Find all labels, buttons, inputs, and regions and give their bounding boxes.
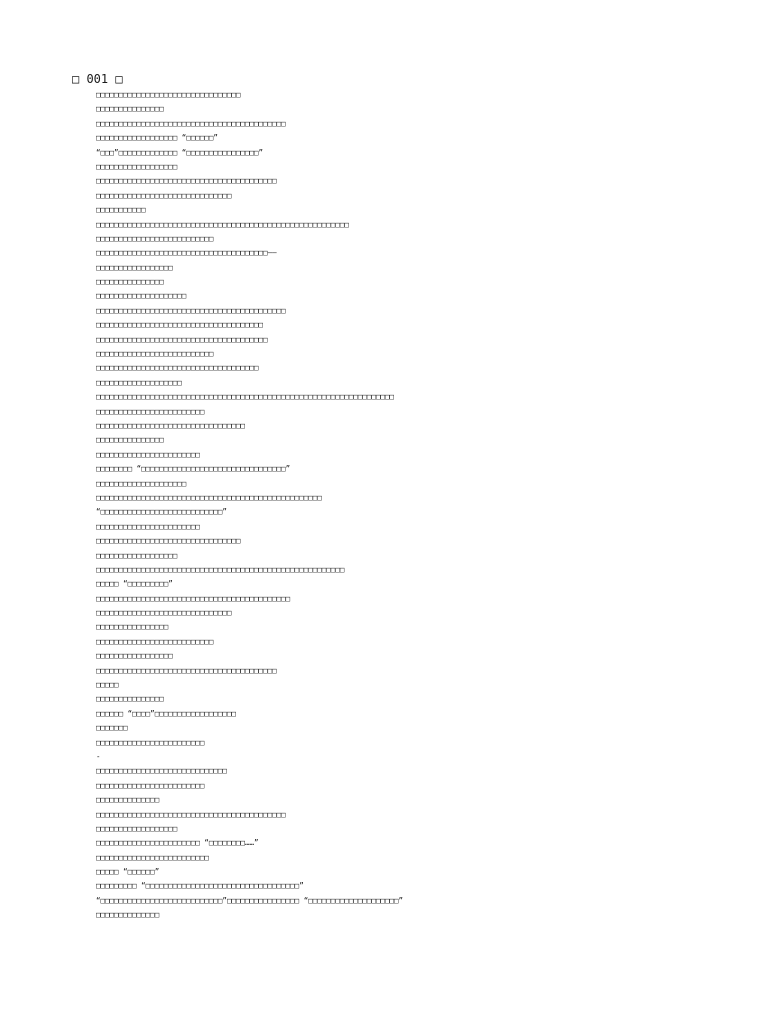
text-line: □□□□□□□□□□□□□□□□□□□□ (96, 291, 187, 301)
text-line: □□□□□□□□□□□□□□□□□□□□□□□□□□□□□□□□□□□□□□□□□□□□□□□□□□□□□□□□□□□□□□□□□□ (96, 392, 395, 402)
text-line: □□□□□□□□□□□□□□□ (96, 104, 164, 114)
text-line: □□□□□□□□□□□□□□□□□□□□□□□□□□ (96, 233, 214, 243)
text-line: □□□□□□□□□□□□□□□□□□□□□□□□□□□□□□□□□□□□□□□□□□□□□□□□□□ (96, 492, 322, 502)
text-line: □□□□□□□□□□□□□□□□ (96, 622, 169, 632)
text-line: □□□□□□□□□□□□□□□□□ (96, 262, 173, 272)
text-line: □□□□□□□□□ “□□□□□□□□□□□□□□□□□□□□□□□□□□□□□□□□□□” (96, 881, 304, 891)
text-line: □□□□□□□□□□□□□□□□□□□□□□□□□□□□□□□□□□□□□□ (96, 334, 268, 344)
text-line: □□□□□□□□□□□□□□□□□□□□□□□□□□□□□□□□□□□□□□—— (96, 248, 277, 258)
text-line: □□□□□□□□□□□□□□□□□□ (96, 823, 178, 833)
text-line: □□□□□□□□□□□□□□□□□□□□□□□□□□□□□ (96, 766, 227, 776)
text-line: □□□□□□□□□□□□□□□□□□□□□□□□□□□□□□□□□□□□□□□□□□ (96, 809, 286, 819)
text-line: □□□□□□□□□□□□□□□□□□□□□□□ “□□□□□□□□……” (96, 838, 259, 848)
text-line: “□□□□□□□□□□□□□□□□□□□□□□□□□□□”□□□□□□□□□□□□□□□□ “□□□□□□□□□□□□□□□□□□□□” (96, 895, 404, 905)
text-line: □□□□□□□□□□□□□□□□□ (96, 651, 173, 661)
text-line: □□□□□□□□□□□□□□□□□□□□□□□ (96, 449, 200, 459)
text-line: □□□□□□ “□□□□”□□□□□□□□□□□□□□□□□□ (96, 708, 236, 718)
text-line: □□□□□□□□□□□□□□□□□□□□□□□□□□□□□□□□□ (96, 420, 246, 430)
text-line: □□□□□□□□□□□□□□□□□□ (96, 161, 178, 171)
text-line: □□□□□□□□□□□□□□□□□□□□□□□ (96, 521, 200, 531)
text-line: □□□□□□□□□□□□□□□ (96, 435, 164, 445)
text-line: □□□□□□□□□□□□□□□□□□□□□□□□□□□□□□□□□□□□□□□□□□ (96, 305, 286, 315)
body-text (96, 88, 736, 923)
text-line: □□□□□□□□□□□□□□□□□□□□□□□□□□ (96, 636, 214, 646)
chapter-heading: □ 001 □ (72, 72, 123, 86)
text-line: □□□□□□□□□□□ (96, 205, 146, 215)
text-line: □□□□□ “□□□□□□□□□” (96, 579, 173, 589)
text-line: “□□□”□□□□□□□□□□□□□ “□□□□□□□□□□□□□□□□” (96, 147, 264, 157)
text-line: □□□□□□□□□□□□□□□□□□□□□□□□ (96, 406, 205, 416)
text-line: □□□□□□□□□□□□□□□□□□□ (96, 377, 182, 387)
text-line: □□□□□□□□□□□□□□□□□□□□□□□□□□□□□□□□□□□□□□□□□□□□□□□□□□□□□□□ (96, 564, 345, 574)
text-line: □□□□□□□□□□□□□□□□□□□□□□□□ (96, 737, 205, 747)
text-line: □□□□□□□□□□□□□□□ (96, 277, 164, 287)
text-line: □□□□□□□□□□□□□□□□□□□□□□□□□□□□□□□□ (96, 90, 241, 99)
text-line: □□□□□□□□□□□□□□□□□□□□□□□□□□□□□□□□□□□□□ (96, 320, 264, 330)
text-line: □□□□□□□□□□□□□□□□□□□□□□□□□□□□□□□□□□□□ (96, 363, 259, 373)
text-line: □□□□□□□□□□□□□□□□□□ (96, 550, 178, 560)
text-line: □□□□□□□□□□□□□□□□□□□□□□□□□□ (96, 349, 214, 359)
text-line: □□□□□□□□□□□□□□ (96, 795, 160, 805)
text-line: □□□□□ (96, 680, 119, 690)
text-line: □□□□□□□□□□□□□□□□□□□□ (96, 478, 187, 488)
text-line: □□□□□□□□□□□□□□□□□□□□□□□□□□□□□□□□□□□□□□□□□□□□□□□□□□□□□□□□ (96, 219, 349, 229)
text-line: □□□□□□□□□□□□□□□□□□□□□□□□□□□□□□□□□□□□□□□□ (96, 665, 277, 675)
text-line: □□□□□□□□□□□□□□□□□□□□□□□□□□□□□□□□□□□□□□□□ (96, 176, 277, 186)
text-line: □□□□□□□□□□□□□□□□□□□□□□□□□□□□□□□□ (96, 536, 241, 546)
text-line: □□□□□□□□□□□□□□□ (96, 694, 164, 704)
text-line: □□□□□□□□□□□□□□□□□□□□□□□□□□□□□□□□□□□□□□□□□□ (96, 118, 286, 128)
text-line: □□□□□□□□ “□□□□□□□□□□□□□□□□□□□□□□□□□□□□□□□□” (96, 464, 291, 474)
text-line: □□□□□□□□□□□□□□□□□□□□□□□□□□□□□□ (96, 190, 232, 200)
text-line: □□□□□□□□□□□□□□□□□□□□□□□□□ (96, 852, 209, 862)
text-line: □□□□□□□□□□□□□□□□□□□□□□□□□□□□□□□□□□□□□□□□□□□ (96, 593, 291, 603)
text-line: □□□□□□□□□□□□□□□□□□□□□□□□□□□□□□ (96, 608, 232, 618)
text-line: □□□□□ “□□□□□□” (96, 867, 160, 877)
text-line: □□□□□□□□□□□□□□□□□□ “□□□□□□” (96, 133, 218, 143)
text-line: “□□□□□□□□□□□□□□□□□□□□□□□□□□□” (96, 507, 227, 517)
text-line: □□□□□□□□□□□□□□ (96, 910, 160, 920)
text-line: □□□□□□□□□□□□□□□□□□□□□□□□ (96, 780, 205, 790)
text-line: - (96, 751, 101, 761)
text-line: □□□□□□□ (96, 723, 128, 733)
